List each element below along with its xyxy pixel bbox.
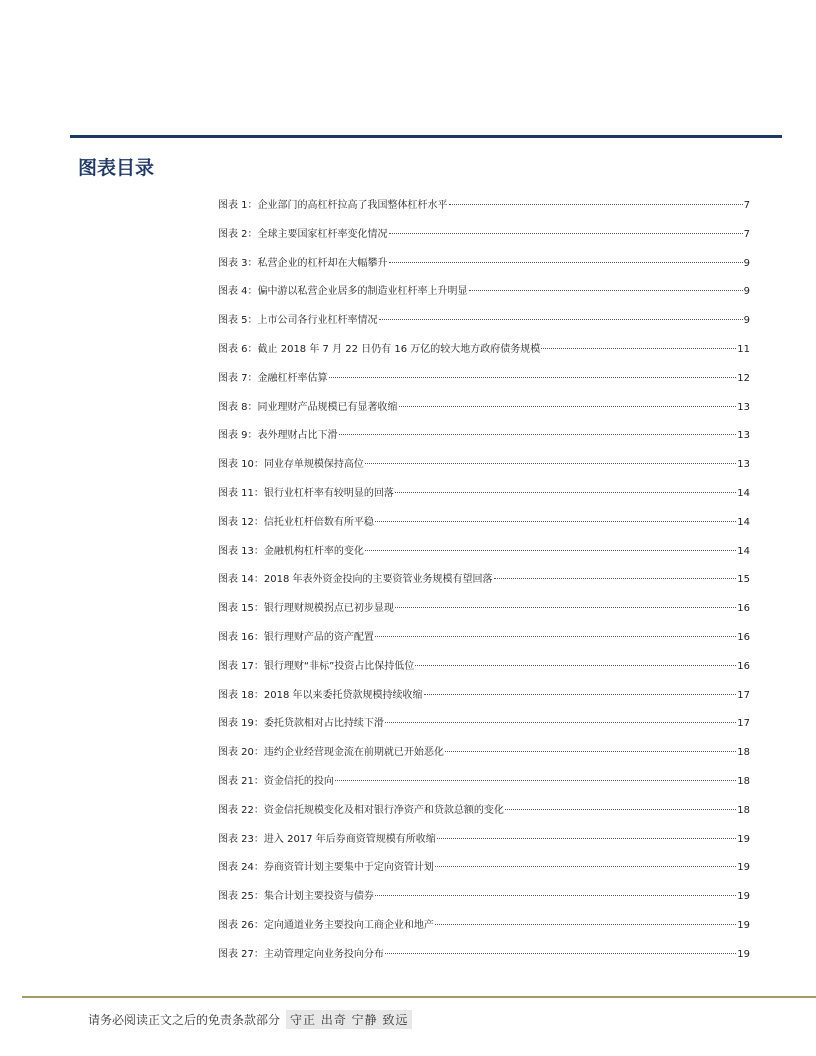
toc-entry[interactable] — [218, 570, 750, 599]
toc-entry-label: 图表 14：2018 年表外资金投向的主要资管业务规模有望回落 — [218, 574, 493, 586]
toc-entry-leader — [385, 721, 736, 723]
toc-entry-leader — [424, 693, 737, 695]
toc-entry[interactable] — [218, 801, 750, 830]
toc-entry-leader — [399, 405, 737, 407]
toc-entry[interactable] — [218, 398, 750, 427]
toc-entry-page: 19 — [737, 833, 750, 845]
header-rule — [70, 135, 782, 138]
toc-entry-page: 9 — [743, 315, 750, 327]
toc-entry-leader — [375, 894, 736, 896]
toc-entry-page: 9 — [743, 257, 750, 269]
toc-entry-label: 图表 26：定向通道业务主要投向工商企业和地产 — [218, 919, 434, 931]
toc-entry-leader — [395, 491, 736, 493]
toc-entry-label: 图表 23：进入 2017 年后券商资管规模有所收缩 — [218, 833, 436, 845]
toc-entry-label: 图表 13：金融机构杠杆率的变化 — [218, 545, 364, 557]
toc-entry-page: 17 — [737, 689, 750, 701]
toc-entry[interactable] — [218, 196, 750, 225]
toc-entry-leader — [449, 203, 743, 205]
toc-entry-label: 图表 15：银行理财规模拐点已初步显现 — [218, 603, 394, 615]
toc-entry-label: 图表 4：偏中游以私营企业居多的制造业杠杆率上升明显 — [218, 286, 468, 298]
toc-entry-leader — [415, 664, 736, 666]
toc-entry-leader — [365, 462, 736, 464]
toc-entry-label: 图表 9：表外理财占比下滑 — [218, 430, 338, 442]
toc-entry-label: 图表 25：集合计划主要投资与债券 — [218, 891, 374, 903]
toc-entry[interactable] — [218, 426, 750, 455]
toc-entry-label: 图表 22：资金信托规模变化及相对银行净资产和贷款总额的变化 — [218, 804, 504, 816]
toc-entry-page: 15 — [737, 574, 750, 586]
toc-entry-page: 17 — [737, 718, 750, 730]
toc-entry[interactable] — [218, 513, 750, 542]
toc-entry-label: 图表 6：截止 2018 年 7 月 22 日仍有 16 万亿的较大地方政府债务规模 — [218, 343, 541, 355]
toc-list — [218, 196, 750, 974]
toc-entry[interactable] — [218, 542, 750, 571]
toc-entry-label: 图表 16：银行理财产品的资产配置 — [218, 631, 374, 643]
footer — [88, 1010, 412, 1029]
toc-entry-leader — [469, 289, 743, 291]
toc-entry-leader — [445, 750, 736, 752]
toc-entry-page: 13 — [737, 430, 750, 442]
toc-entry-page: 19 — [737, 948, 750, 960]
toc-entry-leader — [435, 865, 736, 867]
toc-entry-leader — [437, 837, 737, 839]
toc-entry-leader — [335, 779, 736, 781]
toc-entry-leader — [435, 923, 736, 925]
toc-entry-leader — [505, 808, 736, 810]
toc-entry-label: 图表 19：委托贷款相对占比持续下滑 — [218, 718, 384, 730]
toc-entry-label: 图表 2：全球主要国家杠杆率变化情况 — [218, 228, 388, 240]
toc-entry[interactable] — [218, 657, 750, 686]
toc-entry-page: 18 — [737, 804, 750, 816]
toc-entry-label: 图表 27：主动管理定向业务投向分布 — [218, 948, 384, 960]
toc-entry[interactable] — [218, 225, 750, 254]
toc-entry-label: 图表 11：银行业杠杆率有较明显的回落 — [218, 487, 394, 499]
footer-disclaimer: 请务必阅读正文之后的免责条款部分 — [88, 1013, 281, 1027]
toc-entry-page: 14 — [737, 516, 750, 528]
toc-entry-page: 7 — [743, 200, 750, 211]
toc-entry[interactable] — [218, 369, 750, 398]
toc-entry-leader — [389, 232, 743, 234]
toc-entry[interactable] — [218, 484, 750, 513]
toc-entry-leader — [375, 520, 736, 522]
toc-entry-label: 图表 1：企业部门的高杠杆拉高了我国整体杠杆水平 — [218, 200, 448, 211]
toc-entry[interactable] — [218, 311, 750, 340]
toc-entry-leader — [379, 318, 743, 320]
toc-entry-page: 16 — [737, 603, 750, 615]
toc-entry[interactable] — [218, 916, 750, 945]
toc-entry-page: 16 — [737, 660, 750, 672]
footer-motto: 守正 出奇 宁静 致远 — [286, 1010, 412, 1029]
toc-entry-leader — [385, 952, 736, 954]
toc-entry[interactable] — [218, 340, 750, 369]
toc-entry-label: 图表 10：同业存单规模保持高位 — [218, 459, 364, 471]
toc-entry-page: 18 — [737, 775, 750, 787]
toc-entry[interactable] — [218, 714, 750, 743]
toc-entry-page: 19 — [737, 862, 750, 874]
toc-entry-page: 7 — [743, 228, 750, 240]
toc-entry[interactable] — [218, 628, 750, 657]
toc-entry-page: 19 — [737, 919, 750, 931]
toc-entry-label: 图表 12：信托业杠杆倍数有所平稳 — [218, 516, 374, 528]
toc-entry-leader — [541, 347, 736, 349]
toc-entry-label: 图表 7：金融杠杆率估算 — [218, 372, 328, 384]
toc-entry-leader — [375, 635, 736, 637]
toc-entry[interactable] — [218, 254, 750, 283]
toc-entry-label: 图表 8：同业理财产品规模已有显著收缩 — [218, 401, 398, 413]
toc-entry-label: 图表 21：资金信托的投向 — [218, 775, 334, 787]
toc-entry-page: 11 — [737, 343, 750, 355]
toc-entry[interactable] — [218, 772, 750, 801]
toc-entry[interactable] — [218, 887, 750, 916]
toc-entry[interactable] — [218, 282, 750, 311]
toc-entry[interactable] — [218, 686, 750, 715]
toc-entry-leader — [365, 549, 736, 551]
toc-entry[interactable] — [218, 945, 750, 974]
toc-entry-page: 14 — [737, 545, 750, 557]
toc-entry[interactable] — [218, 599, 750, 628]
toc-entry[interactable] — [218, 743, 750, 772]
toc-entry-page: 12 — [737, 372, 750, 384]
toc-entry-page: 16 — [737, 631, 750, 643]
toc-entry-label: 图表 17：银行理财“非标”投资占比保持低位 — [218, 660, 415, 672]
toc-entry-label: 图表 3：私营企业的杠杆却在大幅攀升 — [218, 257, 388, 269]
toc-entry-leader — [395, 606, 736, 608]
toc-entry-page: 13 — [737, 401, 750, 413]
toc-entry-page: 9 — [743, 286, 750, 298]
toc-entry-leader — [329, 376, 737, 378]
toc-entry-label: 图表 5：上市公司各行业杠杆率情况 — [218, 315, 378, 327]
toc-entry[interactable] — [218, 830, 750, 859]
toc-entry[interactable] — [218, 858, 750, 887]
toc-title: 图表目录 — [78, 157, 155, 179]
toc-entry-label: 图表 24：券商资管计划主要集中于定向资管计划 — [218, 862, 434, 874]
footer-rule — [22, 996, 816, 998]
toc-entry[interactable] — [218, 455, 750, 484]
toc-entry-page: 19 — [737, 891, 750, 903]
toc-entry-label: 图表 18：2018 年以来委托贷款规模持续收缩 — [218, 689, 423, 701]
toc-entry-page: 18 — [737, 747, 750, 759]
toc-entry-leader — [389, 261, 743, 263]
toc-entry-page: 14 — [737, 487, 750, 499]
toc-entry-page: 13 — [737, 459, 750, 471]
toc-entry-label: 图表 20：违约企业经营现金流在前期就已开始恶化 — [218, 747, 444, 759]
toc-entry-leader — [339, 433, 737, 435]
toc-entry-leader — [494, 577, 737, 579]
